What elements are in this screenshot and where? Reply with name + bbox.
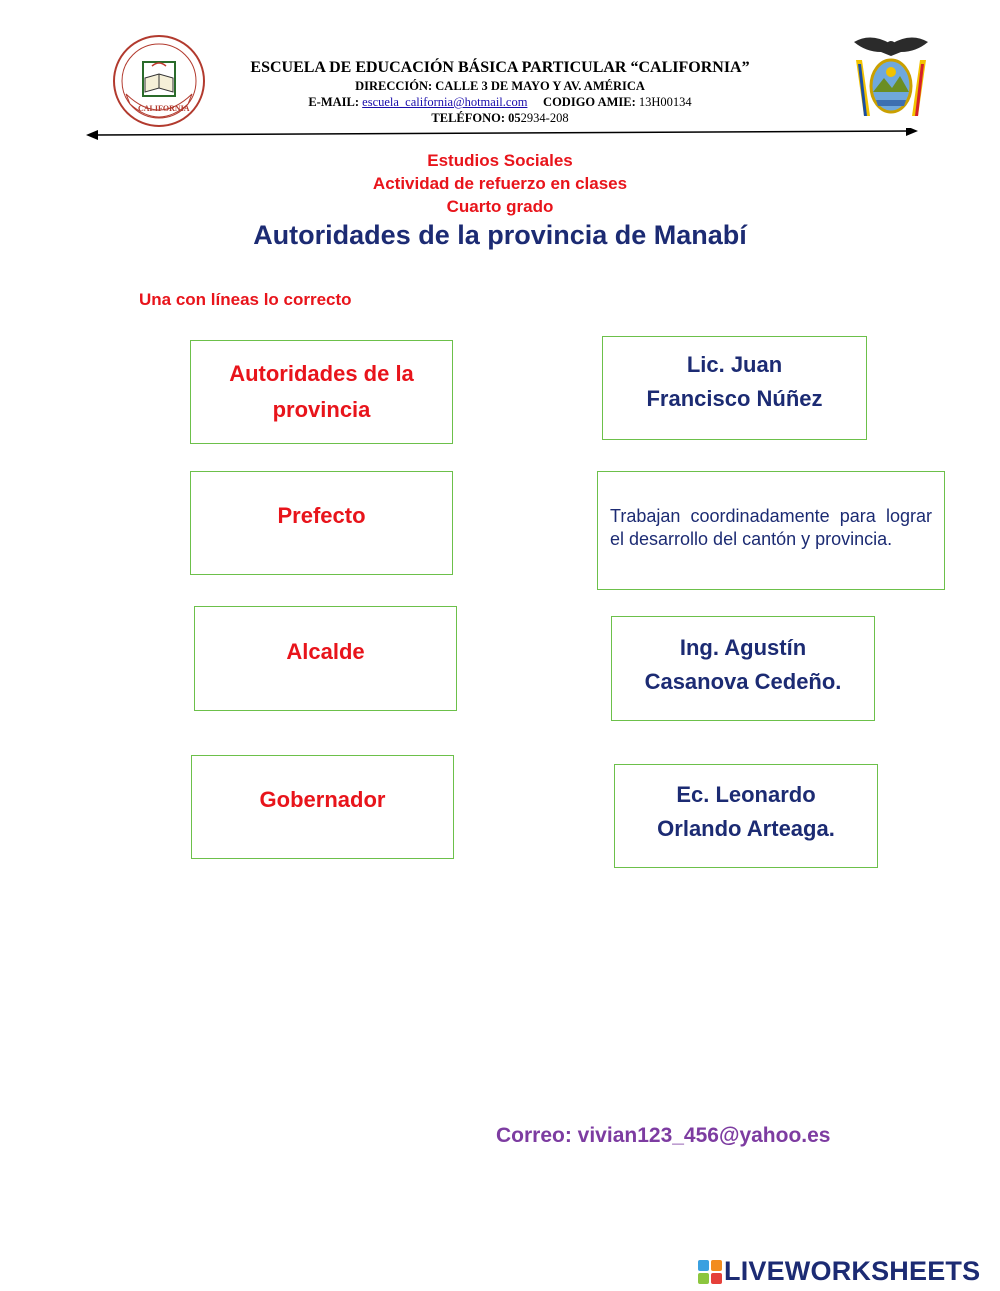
page-title: Autoridades de la provincia de Manabí (253, 220, 747, 250)
liveworksheets-logo (698, 1256, 980, 1287)
right-box-leonardo-line2: Orlando Arteaga. (657, 816, 835, 841)
left-box-alcalde[interactable] (194, 606, 457, 711)
phone-value: 2934-208 (520, 111, 569, 125)
left-box-autoridades[interactable] (190, 340, 453, 444)
left-box-alcalde-label: Alcalde (286, 638, 365, 664)
header-divider-arrow (86, 128, 918, 142)
right-box-juan-line2: Francisco Núñez (646, 386, 823, 411)
right-box-trabajan[interactable] (597, 471, 945, 590)
liveworksheets-icon (698, 1260, 722, 1284)
activity-title: Actividad de refuerzo en clases (372, 174, 628, 193)
subject-title: Estudios Sociales (427, 151, 573, 170)
school-phone-line (150, 111, 850, 126)
left-box-autoridades-line2: provincia (272, 397, 371, 422)
school-name: ESCUELA DE EDUCACIÓN BÁSICA PARTICULAR “CALIFORNIA” (250, 59, 750, 76)
left-box-gobernador-label: Gobernador (259, 787, 386, 812)
left-box-prefecto[interactable] (190, 471, 453, 575)
left-box-autoridades-line1: Autoridades de la (229, 361, 414, 386)
right-box-agustin[interactable] (611, 616, 875, 721)
email-label: E-MAIL: (308, 95, 360, 109)
left-box-gobernador[interactable] (191, 755, 454, 859)
amie-label: CODIGO AMIE: (543, 95, 636, 109)
right-box-leonardo-line1: Ec. Leonardo (676, 782, 816, 807)
amie-value: 13H00134 (638, 95, 692, 109)
right-box-trabajan-text: Trabajan coordinadamente para lograr el desarrollo del cantón y provincia. (610, 505, 932, 549)
left-box-prefecto-label: Prefecto (277, 503, 366, 528)
ecuador-coat-of-arms-logo (846, 30, 936, 120)
right-box-agustin-line2: Casanova Cedeño. (644, 668, 842, 694)
school-email-line (150, 95, 850, 110)
email-link[interactable]: escuela_california@hotmail.com (362, 95, 528, 109)
phone-label: TELÉFONO: 05 (431, 111, 521, 125)
liveworksheets-brand: LIVEWORKSHEETS (724, 1256, 981, 1286)
right-box-juan[interactable] (602, 336, 867, 440)
right-box-agustin-line1: Ing. Agustín (679, 634, 807, 660)
right-box-juan-line1: Lic. Juan (686, 352, 783, 377)
school-address: DIRECCIÓN: CALLE 3 DE MAYO Y AV. AMÉRICA (355, 79, 645, 93)
contact-email: Correo: vivian123_456@yahoo.es (496, 1124, 831, 1147)
grade-title: Cuarto grado (446, 197, 554, 216)
right-box-leonardo[interactable] (614, 764, 878, 868)
seal-text: CALIFORNIA (138, 104, 190, 113)
instruction-text: Una con líneas lo correcto (139, 290, 352, 309)
